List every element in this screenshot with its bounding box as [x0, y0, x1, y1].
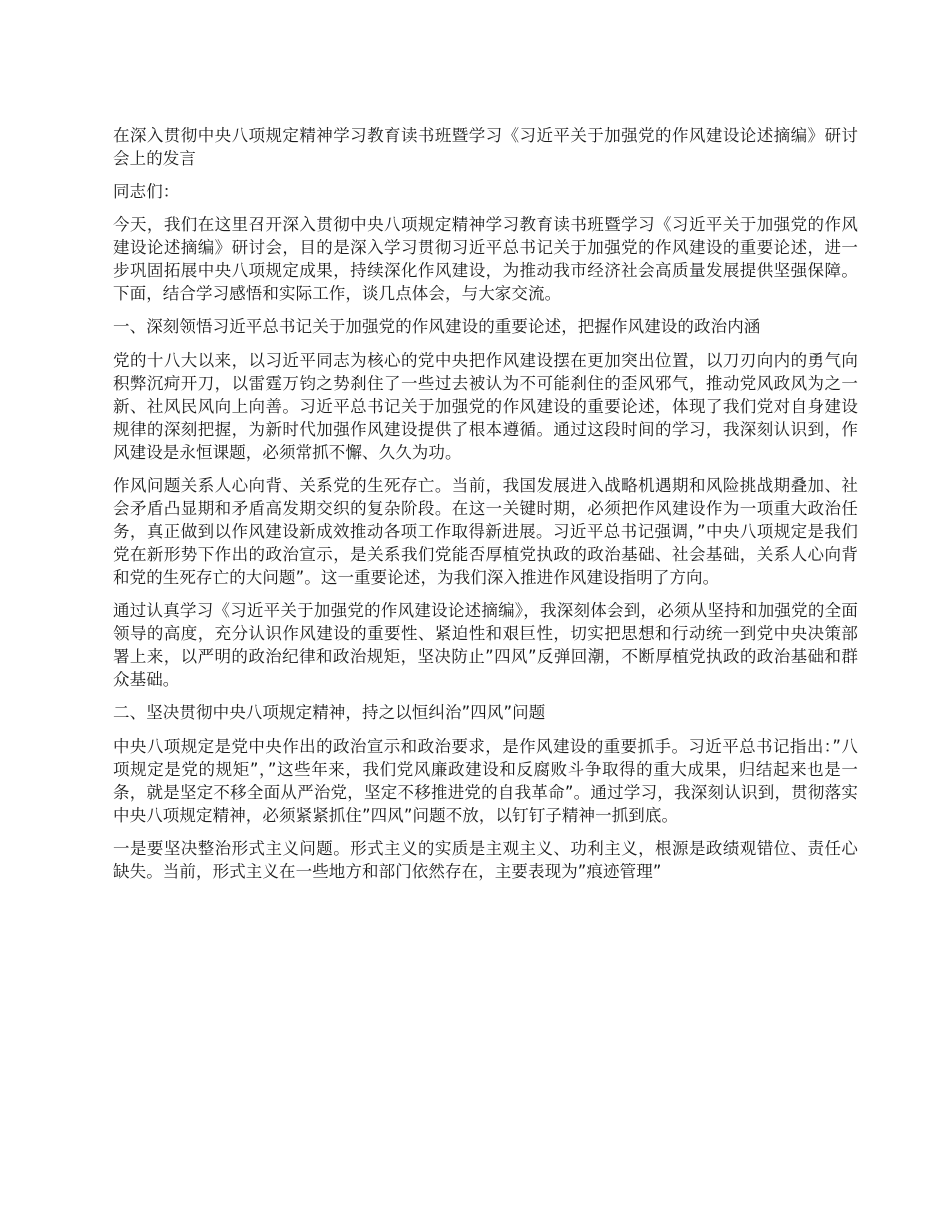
paragraph: 作风问题关系人心向背、关系党的生死存亡。当前，我国发展进入战略机遇期和风险挑战期叠加、社会矛盾凸显期和矛盾高发期交织的复杂阶段。在这一关键时期，必须把作风建设作为一项重大政治任务，真正做到以作风建设新成效推动各项工作取得新进展。习近平总书记强调，”中央八项规定是我们党在新形势下作出的政治宣示，是关系我们党能否厚植党执政的政治基础、社会基础，关系人心向背和党的生死存亡的大问题”。这一重要论述，为我们深入推进作风建设指明了方向。 — [113, 476, 858, 587]
paragraph: 通过认真学习《习近平关于加强党的作风建设论述摘编》，我深刻体会到，必须从坚持和加强党的全面领导的高度，充分认识作风建设的重要性、紧迫性和艰巨性，切实把思想和行动统一到党中央决策部署上来，以严明的政治纪律和政治规矩，坚决防止”四风”反弹回潮，不断厚植党执政的政治基础和群众基础。 — [113, 601, 858, 689]
paragraph: 党的十八大以来，以习近平同志为核心的党中央把作风建设摆在更加突出位置，以刀刃向内的勇气向积弊沉疴开刀，以雷霆万钧之势刹住了一些过去被认为不可能刹住的歪风邪气，推动党风政风为之一新、社风民风向上向善。习近平总书记关于加强党的作风建设的重要论述，体现了我们党对自身建设规律的深刻把握，为新时代加强作风建设提供了根本遵循。通过这段时间的学习，我深刻认识到，作风建设是永恒课题，必须常抓不懈、久久为功。 — [113, 351, 858, 462]
document-body — [113, 124, 858, 893]
paragraph: 一是要坚决整治形式主义问题。形式主义的实质是主观主义、功利主义，根源是政绩观错位、责任心缺失。当前，形式主义在一些地方和部门依然存在，主要表现为”痕迹管理” — [113, 839, 858, 881]
paragraph: 中央八项规定是党中央作出的政治宣示和政治要求，是作风建设的重要抓手。习近平总书记指出：”八项规定是党的规矩”，”这些年来，我们党风廉政建设和反腐败斗争取得的重大成果，归结起来也是一条，就是坚定不移全面从严治党，坚定不移推进党的自我革命”。通过学习，我深刻认识到，贯彻落实中央八项规定精神，必须紧紧抓住”四风”问题不放，以钉钉子精神一抓到底。 — [113, 737, 858, 825]
section-heading-1: 一、深刻领悟习近平总书记关于加强党的作风建设的重要论述，把握作风建设的政治内涵 — [113, 317, 761, 336]
section-heading-2: 二、坚决贯彻中央八项规定精神，持之以恒纠治”四风”问题 — [113, 703, 546, 722]
document-title: 在深入贯彻中央八项规定精神学习教育读书班暨学习《习近平关于加强党的作风建设论述摘编》研讨会上的发言 — [113, 126, 858, 168]
paragraph-intro: 今天，我们在这里召开深入贯彻中央八项规定精神学习教育读书班暨学习《习近平关于加强党的作风建设论述摘编》研讨会，目的是深入学习贯彻习近平总书记关于加强党的作风建设的重要论述，进一步巩固拓展中央八项规定成果，持续深化作风建设，为推动我市经济社会高质量发展提供坚强保障。下面，结合学习感悟和实际工作，谈几点体会，与大家交流。 — [113, 215, 858, 303]
salutation: 同志们： — [113, 182, 180, 201]
